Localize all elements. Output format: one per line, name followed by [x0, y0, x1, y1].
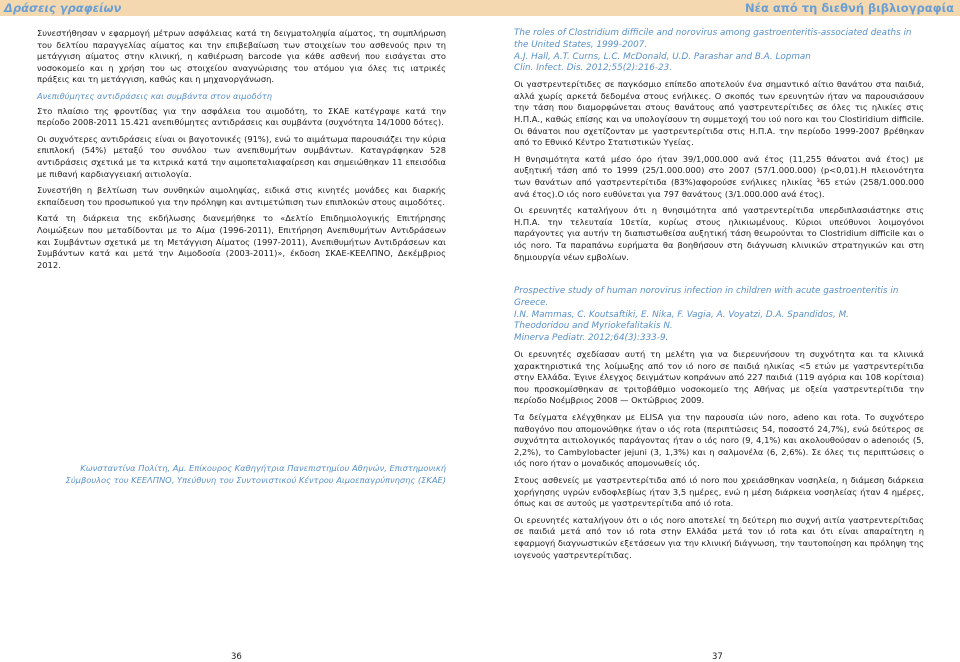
body-paragraph: Τα δείγματα ελέγχθηκαν με ELISA για την παρουσία ιών noro, adeno και rota. Το συχνότερο παθογόνο που απομονώθηκε ήταν ο ιός rota (περιπτώσεις 54, ποσοστό 24,7%), ενώ δεύτερος σε συχνότητα αιτιολογικός παράγοντας ήταν ο ιός noro (9, 4,1%) και ακολουθούσαν ο adenoιός (5, 2,2%), το Cambylobacter jejuni (3, 1,3%) και η σαλμονέλα (6, 2,6%). Σε όλες τις περιπτώσεις ο ιός noro ήταν ο μοναδικός απομονωθείς ιός. [514, 412, 924, 469]
page-number-left: 36 [231, 652, 242, 662]
body-paragraph: Οι ερευνητές καταλήγουν ότι ο ιός noro αποτελεί τη δεύτερη πιο συχνή αιτία γαστρεντερίτιδας σε παιδιά μετά από τον ιό rota στην Ελλάδα μετά τον ιό rota και ότι είναι απαραίτητη η εφαρμογή διαγνωστικών εξετάσεων για την κλινική διάγνωση, την ταυτοποίηση και πρόληψη της ιογενούς γαστρεντερίτιδας. [514, 514, 924, 560]
body-paragraph: Οι ερευνητές σχεδίασαν αυτή τη μελέτη για να διερευνήσουν τη συχνότητα και τα κλινικά χαρακτηριστικά της λοίμωξης από τον ιό noro σε παιδιά ηλικίας <5 ετών με γαστρεντερίτιδα στην Ελλάδα. Έγινε έλεγχος δειγμάτων κοπράνων από 227 παιδιά (119 αγόρια και 108 κορίτσια) που προσκομίσθηκαν σε τριτοβάθμιο νοσοκομείο της Αθήνας με οξεία γαστρεντερίτιδα την περίοδο Νοέμβριος 2008 — Οκτώβριος 2009. [514, 349, 924, 406]
reference-authors: Theodoridou and Myriokefalitakis N. [514, 321, 673, 332]
section-title-right: Νέα από τη διεθνή βιβλιογραφία [744, 1, 954, 15]
body-paragraph: Οι ερευνητές καταλήγουν ότι η θνησιμότητα από γαστρεντερίτιδα υπερδιπλασιάστηκε στις Η.Π.Α. την τελευταία 10ετία, κυρίως στους ηλικιωμένους. Κύριοι υπεύθυνοι λοιμογόνοι παράγοντες για αυτήν τη διαπιστωθείσα αυξητική τάση θεωρούνται το Clostridium difficile και ο ιός noro. Τα παραπάνω ευρήματα θα βοηθήσουν στη διάγνωση κλινικών στρατηγικών και στη δημιουργία νέων εμβολίων. [514, 205, 924, 262]
body-paragraph: Η θνησιμότητα κατά μέσο όρο ήταν 39/1,000.000 ανά έτος (11,255 θάνατοι ανά έτος) με αυξητική τάση από το 1999 (25/1.000.000) στο 2007 (57/1.000.000) (p<0,01).Η πλειονότητα των θανάτων από γαστρεντερίτιδα (83%)αφορούσε ενήλικες ηλικίας ³65 ετών (258/1.000.000 ανά έτος).Ο ιός noro ευθύνεται για 797 θανάτους (3/1.000.000 ανά έτος). [514, 153, 924, 199]
page-number-right: 37 [712, 652, 723, 662]
section-heading: Ανεπιθύμητες αντιδράσεις και συμβάντα στον αιμοδότη [37, 90, 273, 101]
intro-paragraph: Συνεστήθησαν ν εφαρμογή μέτρων ασφάλειας κατά τη δειγματοληψία αίματος, τη συμπλήρωση του δελτίου παραγγελίας αίματος και την επιβεβαίωση των στοιχείων του ασθενούς πριν τη μετάγγιση αίματος στην κλινική, η καθιέρωση barcode για κάθε ασθενή που εισάγεται στο νοσοκομείο και η χρήση του ως στοιχείου αναγνώρισης του ατόμου για όλες τις ιατρικές πράξεις και τη μετάγγιση, καθώς και η μηχανοργάνωση. [37, 28, 446, 85]
reference-title: The roles of Clostridium difficile and norovirus among gastroenteritis-associated deaths in the United States, 1999-2007. [514, 28, 912, 50]
reference-journal: Clin. Infect. Dis. 2012;55(2):216-23. [514, 63, 673, 74]
body-paragraph: Οι γαστρεντερίτιδες σε παγκόσμιο επίπεδο αποτελούν ένα σημαντικό αίτιο θανάτου στα παιδιά, αλλά χωρίς αρκετά δεδομένα στους ενήλικες. Ο σκοπός των ερευνητών ήταν να παρουσιάσουν την τάση που διαμορφώνεται στους θανάτους από γαστρεντερίτιδες σε όλες τις ηλικίες στις Η.Π.Α., καθώς επίσης και να υπολογίσουν τη συμμετοχή του ιού noro και του Clostiridium difficile. Οι θάνατοι που σχετίζονταν με γαστρεντερίτιδα στις Η.Π.Α. την περίοδο 1999-2007 βρέθηκαν από το Εθνικό Κέντρο Στατιστικών Υγείας. [514, 79, 924, 148]
author-signature: Κωνσταντίνα Πολίτη, Αμ. Επίκουρος Καθηγήτρια Πανεπιστημίου Αθηνών, Επιστημονική Σύμβουλος του ΚΕΕΛΠΝΟ, Υπεύθυνη του Συντονιστικού Κέντρου Αιμοεπαγρύπνησης (ΣΚΑΕ) [65, 463, 446, 485]
page-header-bar [0, 0, 960, 16]
left-column [37, 28, 446, 276]
reference-header [514, 28, 924, 75]
body-paragraph: Στους ασθενείς με γαστρεντερίτιδα από ιό noro που χρειάσθηκαν νοσηλεία, η διάμεση διάρκεια χορήγησης υγρών ενδοφλεβίως ήταν 3,5 ημέρες, ενώ η μέση διάρκεια νοσηλείας ήταν 4 ημέρες, όπως και σε αυτούς με γαστρεντερίτιδα από ιό rota. [514, 475, 924, 509]
body-paragraph: Συνεστήθη η βελτίωση των συνθηκών αιμοληψίας, ειδικά στις κινητές μονάδες και διαρκής εκπαίδευση του προσωπικού για την πρόληψη και αντιμετώπιση των επιπλοκών στους αιμοδότες. [37, 185, 446, 207]
reference-authors: I.N. Mammas, C. Koutsaftiki, E. Nika, F. Vagia, A. Voyatzi, D.A. Spandidos, M. [514, 309, 849, 320]
body-paragraph: Κατά τη διάρκεια της εκδήλωσης διανεμήθηκε το «Δελτίο Επιδημιολογικής Επιτήρησης Λοιμώξεων που μεταδίδονται με το Αίμα (1996-2011), Επιτήρηση Ανεπιθυμήτων Αντιδράσεων και Συμβάντων σχετικά με τη Μετάγγιση Αίματος (1997-2011), Ανεπιθυμήτων Αντιδράσεων και Συμβάντων κατά και μετά την Αιμοδοσία (2003-2011)», έκδοση ΣΚΑΕ-ΚΕΕΛΠΝΟ, Δεκέμβριος 2012. [37, 213, 446, 270]
reference-header [514, 286, 924, 345]
reference-title: Prospective study of human norovirus infection in children with acute gastroenteritis in Greece. [514, 286, 899, 308]
body-paragraph: Στο πλαίσιο της φροντίδας για την ασφάλεια του αιμοδότη, το ΣΚΑΕ κατέγραψε κατά την περίοδο 2008-2011 15.421 ανεπιθύμητες αντιδράσεις και συμβάντα (συχνότητα 14/1000 δότες). [37, 105, 446, 128]
section-title-left: Δράσεις γραφείων [4, 1, 122, 15]
right-column [514, 28, 924, 566]
body-paragraph: Οι συχνότερες αντιδράσεις είναι οι βαγοτονικές (91%), ενώ το αιμάτωμα παρουσιάζει την κύρια επιπλοκή (54%) μεταξύ του συνόλου των ανεπιθυμήτων συμβάντων. Καταγράφηκαν 528 αντιδράσεις σχετικά με τα κιτρικά κατά την αιμοπεταλιαφαίρεση και σημειώθηκαν 11 επεισόδια με πιθανή καρδιαγγειακή αιτιολογία. [37, 133, 446, 179]
reference-journal: Minerva Pediatr. 2012;64(3):333-9. [514, 333, 669, 344]
reference-authors: A.J. Hall, A.T. Curns, L.C. McDonald, U.D. Parashar and B.A. Lopman [514, 51, 811, 62]
